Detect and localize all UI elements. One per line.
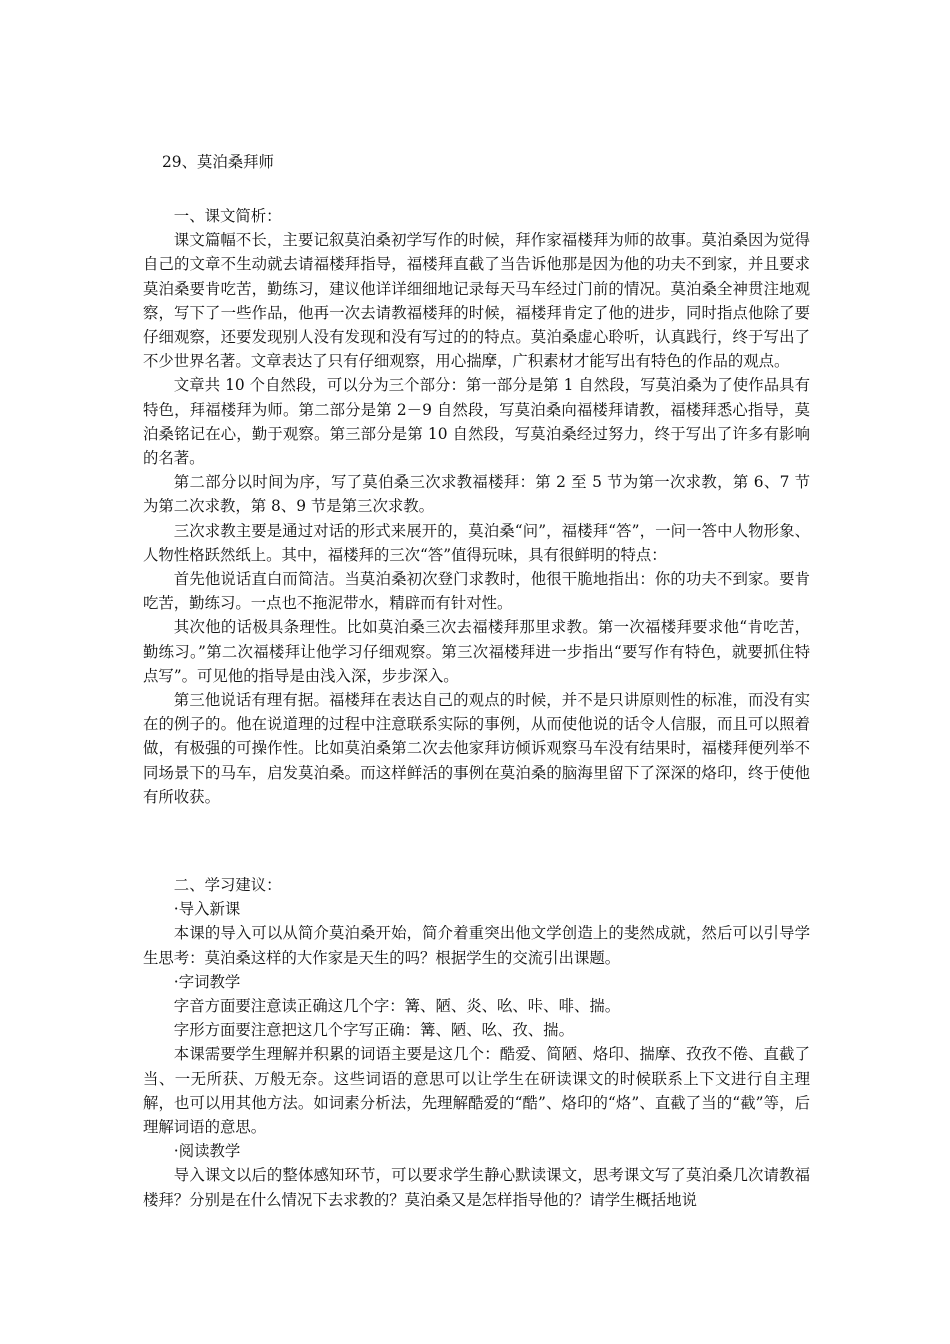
paragraph: 本课的导入可以从简介莫泊桑开始，简介着重突出他文学创造上的斐然成就，然后可以引导学生思考：莫泊桑这样的大作家是天生的吗？根据学生的交流引出课题。 [143, 924, 810, 967]
paragraph: 首先他说话直白而简洁。当莫泊桑初次登门求教时，他很干脆地指出：你的功夫不到家。要肯吃苦，勤练习。一点也不拖泥带水，精辟而有针对性。 [143, 570, 810, 613]
paragraph: 导入课文以后的整体感知环节，可以要求学生静心默读课文，思考课文写了莫泊桑几次请教福楼拜？分别是在什么情况下去求教的？莫泊桑又是怎样指导他的？请学生概括地说 [143, 1166, 810, 1209]
paragraph: 课文篇幅不长，主要记叙莫泊桑初学写作的时候，拜作家福楼拜为师的故事。莫泊桑因为觉得自己的文章不生动就去请福楼拜指导，福楼拜直截了当告诉他那是因为他的功夫不到家，并且要求莫泊桑要肯吃苦，勤练习，建议他详详细细地记录每天马车经过门前的情况。莫泊桑全神贯注地观察，写下了一些作品，他再一次去请教福楼拜的时候，福楼拜肯定了他的进步，同时指点他除了要仔细观察，还要发现别人没有发现和没有写过的的特点。莫泊桑虚心聆听，认真践行，终于写出了不少世界名著。文章表达了只有仔细观察，用心揣摩，广积素材才能写出有特色的作品的观点。 [143, 231, 810, 371]
paragraph: 文章共 10 个自然段，可以分为三个部分：第一部分是第 1 自然段，写莫泊桑为了使作品具有特色，拜福楼拜为师。第二部分是第 2－9 自然段，写莫泊桑向福楼拜请教，福楼拜悉心指导，莫泊桑铭记在心，勤于观察。第三部分是第 10 自然段，写莫泊桑经过努力，终于写出了许多有影响的名著。 [143, 376, 810, 468]
paragraph: 三次求教主要是通过对话的形式来展开的，莫泊桑“问”，福楼拜“答”，一问一答中人物形象、人物性格跃然纸上。其中，福楼拜的三次“答”值得玩味，具有很鲜明的特点： [143, 521, 810, 564]
paragraph: 本课需要学生理解并积累的词语主要是这几个：酷爱、简陋、烙印、揣摩、孜孜不倦、直截了当、一无所获、万般无奈。这些词语的意思可以让学生在研读课文的时候联系上下文进行自主理解，也可以用其他方法。如词素分析法，先理解酷爱的“酷”、烙印的“烙”、直截了当的“截”等，后理解词语的意思。 [143, 1045, 810, 1137]
section-suggestions [143, 873, 810, 1212]
subheading: ·字词教学 [173, 972, 241, 991]
section-heading: 一、课文简析： [173, 207, 282, 225]
paragraph: 字音方面要注意读正确这几个字：篝、陋、炎、吆、咔、啡、揣。 [173, 997, 621, 1016]
section-analysis [143, 204, 810, 809]
section-heading: 二、学习建议： [173, 876, 282, 894]
subheading: ·阅读教学 [173, 1142, 241, 1161]
paragraph: 其次他的话极具条理性。比如莫泊桑三次去福楼拜那里求教。第一次福楼拜要求他“肯吃苦，勤练习。”第二次福楼拜让他学习仔细观察。第三次福楼拜进一步指出“要写作有特色，就要抓住特点写”。可见他的指导是由浅入深，步步深入。 [143, 618, 810, 685]
subheading: ·导入新课 [173, 900, 241, 919]
paragraph: 字形方面要注意把这几个字写正确：篝、陋、吆、孜、揣。 [173, 1021, 574, 1040]
lesson-title: 29、莫泊桑拜师 [162, 153, 274, 171]
paragraph: 第三他说话有理有据。福楼拜在表达自己的观点的时候，并不是只讲原则性的标准，而没有实在的例子的。他在说道理的过程中注意联系实际的事例，从而使他说的话令人信服，而且可以照着做，有极强的可操作性。比如莫泊桑第二次去他家拜访倾诉观察马车没有结果时，福楼拜便列举不同场景下的马车，启发莫泊桑。而这样鲜活的事例在莫泊桑的脑海里留下了深深的烙印，终于使他有所收获。 [143, 691, 810, 806]
paragraph: 第二部分以时间为序，写了莫伯桑三次求教福楼拜：第 2 至 5 节为第一次求教，第 6、7 节为第二次求教，第 8、9 节是第三次求教。 [143, 473, 810, 516]
